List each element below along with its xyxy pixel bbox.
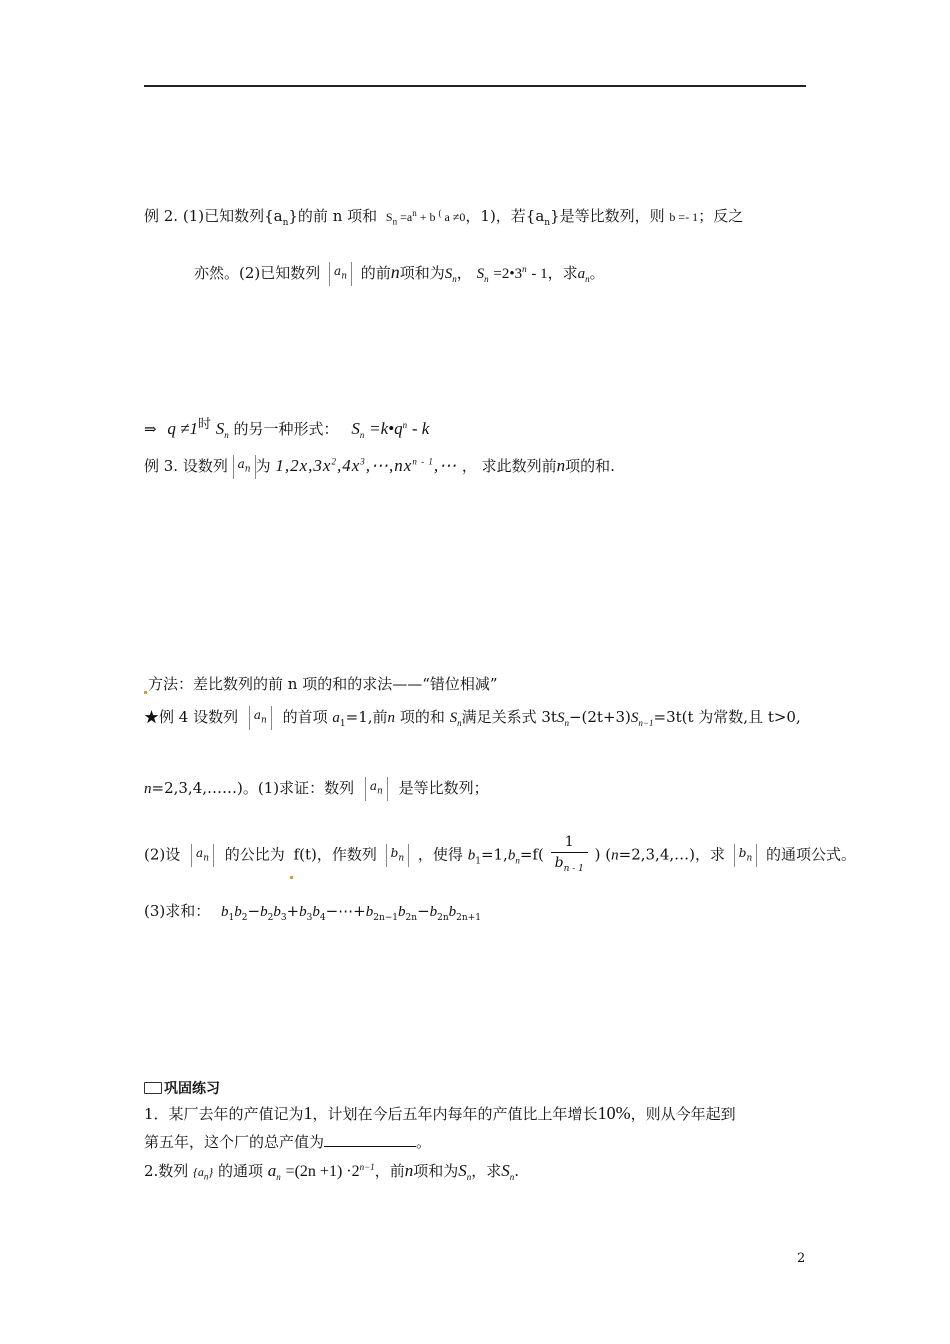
ex2-line1: 例 2. (1)已知数列$\{a_n\}$的前 n 项和 $S_n =a^n + b$ ( a ≠0，1)，若$\{a_n\}$是等比数列，则 b =- 1；反之: [144, 207, 744, 228]
ex4-line4: (3)求和： $b_1b_2-b_2b_3+b_3b_4-\cdots+b_{2n-1}b_{2n}-b_{2n}b_{2n+1}$: [144, 902, 481, 923]
practice-title: 巩固练习: [144, 1078, 220, 1098]
page-number: 2: [797, 1251, 806, 1266]
ex4-line2: n=2,3,4,……)。(1)求证：数列 $a_n$ 是等比数列；: [144, 777, 489, 801]
ex2-line2: 亦然。(2)已知数列 $a_n$ 的前n项和为$S_n$， $S_n$ $=2•3^n - 1$，求$a_n$。: [194, 262, 605, 284]
folder-icon: [144, 1082, 162, 1094]
answer-blank[interactable]: [324, 1132, 416, 1147]
ex4-line3: (2)设 $a_n$ 的公比为 f(t)，作数列 $b_n$ ，使得 $b_1=1,b_n=f$( $\frac{1}{b_{n - 1}}$ ) (n=2,3,4,…)，求 $b_n$ 的通项公式。: [144, 832, 856, 879]
practice-q1-line1: 1．某厂去年的产值记为1，计划在今后五年内每年的产值比上年增长10%，则从今年起到: [144, 1103, 736, 1123]
fraction-1-over-bn-1: $\frac{1}{b_{n - 1}}$: [551, 832, 588, 879]
ex4-line1: ★例 4 设数列 $a_n$ 的首项 $a_1=1$,前n 项的和 $S_n$满足关系式 $3tS_n-(2t+3)S_{n-1}=3t(t$ 为常数,且 t>0,: [144, 708, 801, 729]
practice-q2: 2.数列 $\{a_n\}$ 的通项 $a_n =(2n +1) \cdot 2^{n-1}$，前n项和为$S_n$，求$S_n$.: [144, 1161, 520, 1182]
practice-q1-line2: 第五年，这个厂的总产值为 。: [144, 1133, 432, 1151]
header-rule: [144, 85, 806, 87]
implication-line: ⇒ $q \ne 1^时$ $S_n$ 的另一种形式： $S_n$ $=k•q^n - k$: [144, 417, 430, 440]
method-line: 方法：差比数列的前 n 项的和的求法——“错位相减”: [144, 673, 498, 694]
ex3-line: 例 3. 设数列 $a_n$ 为 $1,2x,3x^2,4x^3,\cdots,nx^{n - 1},\cdots$ ， 求此数列前n项的和.: [144, 455, 615, 479]
